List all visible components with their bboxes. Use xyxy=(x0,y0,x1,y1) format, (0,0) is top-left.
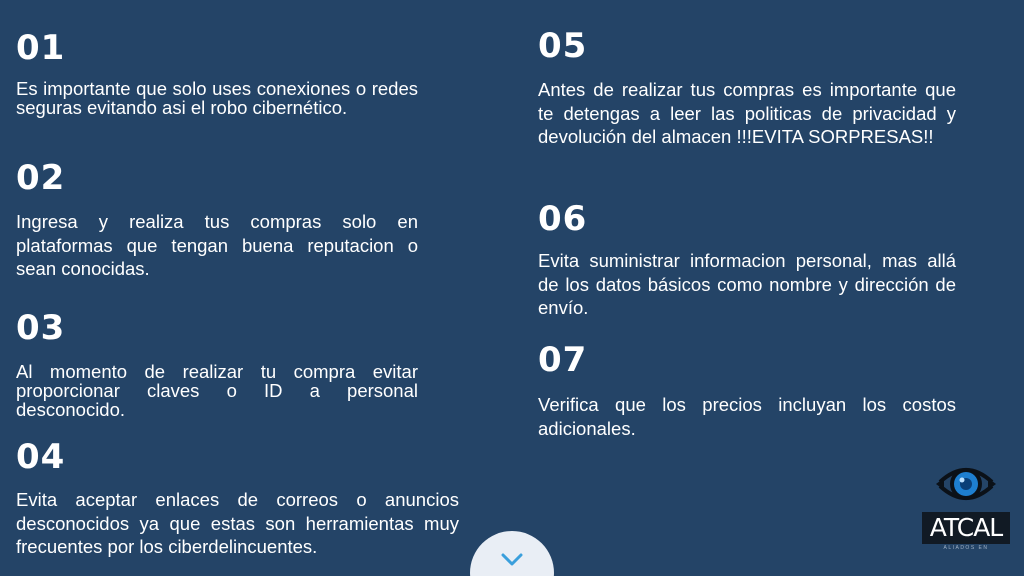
tip-text: Evita suministrar informacion personal, mas allá de los datos básicos como nombre y dirección de envío. xyxy=(538,250,956,318)
tip-01 xyxy=(16,28,418,118)
tip-number: 06 xyxy=(538,199,588,239)
atcal-logo xyxy=(922,460,1010,556)
tip-text: Antes de realizar tus compras es importante que te detengas a leer las politicas de privacidad y devolución del almacen !!!EVITA SORPRESAS!! xyxy=(538,79,956,147)
scroll-down-button[interactable] xyxy=(470,531,554,576)
tip-number: 05 xyxy=(538,26,588,66)
tip-text: Es importante que solo uses conexiones o redes seguras evitando asi el robo cibernético. xyxy=(16,78,418,118)
tip-number: 04 xyxy=(16,437,66,477)
chevron-down-icon xyxy=(501,553,523,567)
tip-06 xyxy=(538,199,956,320)
tip-02 xyxy=(16,158,418,281)
tip-03 xyxy=(16,308,418,420)
tip-07 xyxy=(538,340,956,440)
eye-logo-icon xyxy=(922,460,1010,510)
tip-05 xyxy=(538,26,956,149)
tip-text: Verifica que los precios incluyan los costos adicionales. xyxy=(538,394,956,439)
tip-number: 02 xyxy=(16,158,66,198)
tip-number: 01 xyxy=(16,28,66,68)
tip-text: Al momento de realizar tu compra evitar proporcionar claves o ID a personal desconocido. xyxy=(16,361,418,420)
tip-04 xyxy=(16,437,459,559)
tip-number: 03 xyxy=(16,308,66,348)
tip-number: 07 xyxy=(538,340,588,380)
logo-tagline: ALIADOS EN xyxy=(943,545,989,551)
tip-text: Ingresa y realiza tus compras solo en plataformas que tengan buena reputacion o sean conocidas. xyxy=(16,211,418,279)
tip-text: Evita aceptar enlaces de correos o anuncios desconocidos ya que estas son herramientas muy frecuentes por los ciberdelincuentes. xyxy=(16,489,459,557)
logo-wordmark: ATCAL xyxy=(922,512,1010,544)
